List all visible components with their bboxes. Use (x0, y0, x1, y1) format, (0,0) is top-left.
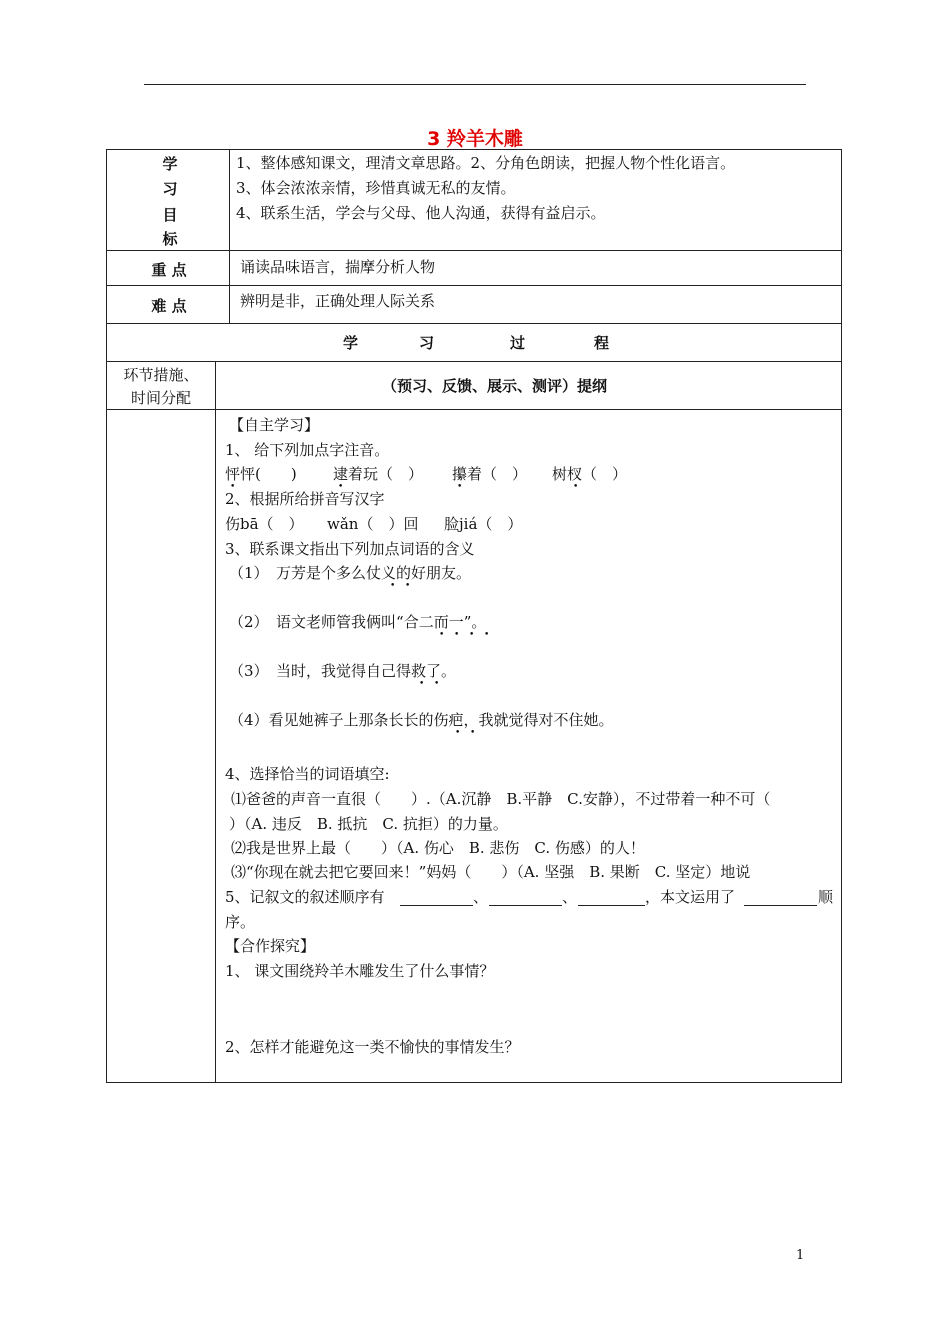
q3-item: （2） 语文老师管我俩叫“合二而一”。 (229, 613, 487, 631)
question-1: 1、 给下列加点字注音。 (225, 441, 390, 459)
q3-item: （4）看见她裤子上那条长长的伤疤，我就觉得对不住她。 (229, 711, 614, 729)
emphasis-dot: • (439, 630, 445, 640)
objectives-label-char: 标 (162, 230, 178, 248)
row-divider (107, 361, 841, 362)
q5-line2: 序。 (225, 913, 256, 931)
emphasis-dot: • (484, 630, 490, 640)
emphasis-dot: • (470, 728, 476, 738)
q3-item: （1） 万芳是个多么仗义的好朋友。 (229, 564, 472, 582)
emphasis-dot: • (419, 679, 425, 689)
column-divider (229, 150, 230, 323)
answer-blank[interactable] (489, 905, 562, 906)
q4-line: ⑵我是世界上最（ ）（A. 伤心 B. 悲伤 C. 伤感）的人！ (231, 839, 645, 857)
question-5-start: 5、记叙文的叙述顺序有 (225, 888, 385, 906)
row-divider (107, 323, 841, 324)
q1-item: 树杈（ ） (552, 465, 628, 483)
q5-middle: ，本文运用了 (645, 888, 736, 906)
q2-item: 脸jiá（ ） (444, 515, 523, 533)
answer-blank[interactable] (400, 905, 473, 906)
process-header-char: 过 (510, 334, 526, 352)
q1-item: 攥着（ ） (452, 465, 528, 483)
coop-question: 1、 课文围绕羚羊木雕发生了什么事情？ (225, 962, 495, 980)
objectives-label-char: 学 (162, 155, 178, 173)
process-header-char: 习 (419, 334, 435, 352)
emphasis-dot: • (405, 581, 411, 591)
page-title: 3 羚羊木雕 (427, 128, 523, 150)
self-study-heading: 【自主学习】 (229, 416, 320, 434)
key-points-label: 重 点 (151, 261, 187, 279)
objectives-label-char: 习 (162, 180, 178, 198)
emphasis-dot: • (338, 482, 344, 492)
question-3: 3、联系课文指出下列加点词语的含义 (225, 540, 475, 558)
q1-item: 怦怦( ) (225, 465, 297, 483)
objective-line: 1、整体感知课文，理清文章思路。2、分角色朗读，把握人物个性化语言。 (236, 154, 736, 172)
emphasis-dot: • (573, 482, 579, 492)
page-number: 1 (796, 1248, 805, 1263)
q4-line: ⑶“你现在就去把它要回来！”妈妈（ ）（A. 坚强 B. 果断 C. 坚定）地说 (231, 863, 751, 881)
header-rule (144, 84, 806, 85)
q2-item: wǎn（ ）回 (327, 515, 419, 533)
coop-heading: 【合作探究】 (225, 937, 316, 955)
emphasis-dot: • (455, 728, 461, 738)
emphasis-dot: • (434, 679, 440, 689)
process-header-char: 学 (343, 334, 359, 352)
left-header-line: 环节措施、 (123, 366, 199, 384)
objectives-label-char: 目 (162, 206, 178, 224)
q2-item: 伤bā（ ） (225, 515, 304, 533)
row-divider (107, 409, 841, 410)
right-header: （预习、反馈、展示、测评）提纲 (382, 377, 608, 395)
emphasis-dot: • (390, 581, 396, 591)
answer-blank[interactable] (578, 905, 645, 906)
difficulties-label: 难 点 (151, 297, 187, 315)
q3-item: （3） 当时，我觉得自己得救了。 (229, 662, 457, 680)
process-header-char: 程 (594, 334, 610, 352)
row-divider (107, 250, 841, 251)
q4-line: ）（A. 违反 B. 抵抗 C. 抗拒）的力量。 (229, 815, 508, 833)
emphasis-dot: • (457, 482, 463, 492)
coop-question: 2、怎样才能避免这一类不愉快的事情发生？ (225, 1038, 520, 1056)
question-2: 2、根据所给拼音写汉字 (225, 490, 385, 508)
lesson-table (106, 149, 842, 1083)
answer-blank[interactable] (744, 905, 817, 906)
emphasis-dot: • (454, 630, 460, 640)
row-divider (107, 285, 841, 286)
objective-line: 4、联系生活，学会与父母、他人沟通，获得有益启示。 (236, 204, 606, 222)
question-4: 4、选择恰当的词语填空: (225, 765, 390, 783)
q4-line: ⑴爸爸的声音一直很（ ）.（A.沉静 B.平静 C.安静），不过带着一种不可（ (231, 790, 771, 808)
objective-line: 3、体会浓浓亲情，珍惜真诚无私的友情。 (236, 179, 516, 197)
key-points-text: 诵读品味语言，揣摩分析人物 (240, 258, 436, 276)
emphasis-dot: • (230, 482, 236, 492)
q5-separator: 、 (562, 888, 578, 906)
emphasis-dot: • (469, 630, 475, 640)
column-divider (215, 361, 216, 1083)
q5-separator: 、 (473, 888, 489, 906)
q1-item: 逮着玩（ ） (333, 465, 424, 483)
left-header-line: 时间分配 (130, 389, 191, 407)
difficulties-text: 辨明是非，正确处理人际关系 (240, 292, 436, 310)
q5-end: 顺 (818, 888, 834, 906)
